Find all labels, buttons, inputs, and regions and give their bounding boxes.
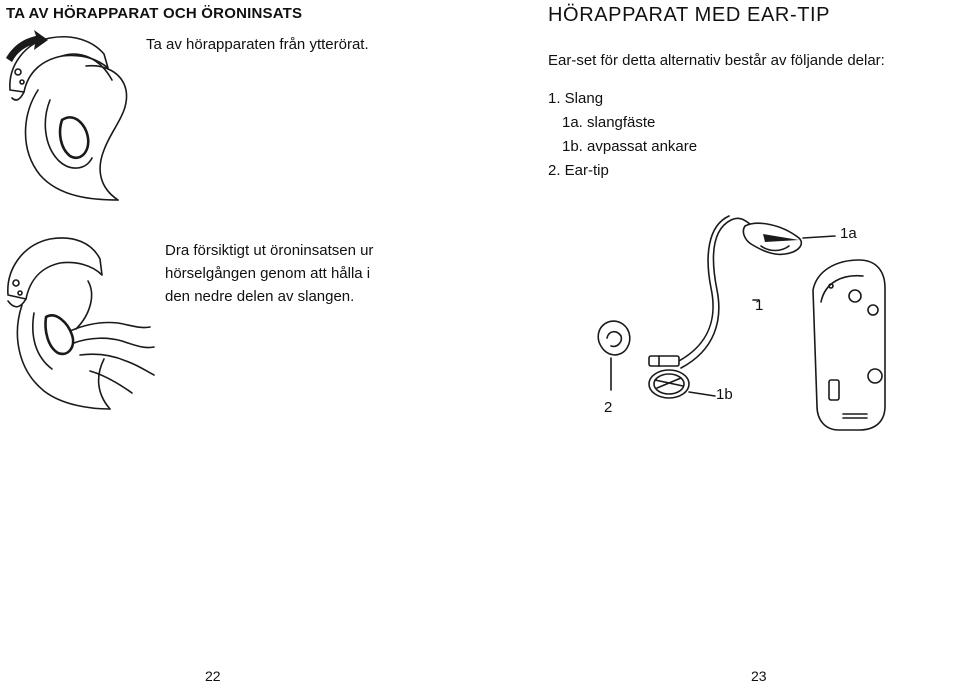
ear-insert-removal-illustration [0, 225, 160, 415]
step2-caption [165, 239, 445, 308]
right-page-heading: HÖRAPPARAT MED EAR-TIP [548, 4, 831, 26]
step2-caption-line-2: hörselgången genom att hålla i [165, 265, 371, 282]
step2-caption-line-1: Dra försiktigt ut öroninsatsen ur [165, 242, 374, 259]
step2-caption-line-3: den nedre delen av slangen. [165, 288, 355, 305]
diagram-label-1a: 1a [840, 225, 857, 242]
parts-item-1a: 1a. slangfäste [562, 114, 656, 131]
parts-diagram [585, 210, 905, 440]
parts-list [548, 87, 697, 183]
right-page-intro: Ear-set för detta alternativ består av följande delar: [548, 52, 885, 69]
diagram-label-1: 1 [755, 297, 764, 314]
parts-item-1b: 1b. avpassat ankare [562, 138, 698, 155]
right-page-number: 23 [751, 668, 767, 684]
diagram-label-1b: 1b [716, 386, 733, 403]
left-page-heading: TA AV HÖRAPPARAT OCH ÖRONINSATS [6, 5, 303, 22]
step1-caption: Ta av hörapparaten från ytterörat. [146, 36, 369, 53]
ear-removal-illustration [0, 20, 140, 210]
left-page-number: 22 [205, 668, 221, 684]
parts-item-2: 2. Ear-tip [548, 162, 609, 179]
parts-item-1: 1. Slang [548, 90, 604, 107]
diagram-label-2: 2 [604, 399, 613, 416]
